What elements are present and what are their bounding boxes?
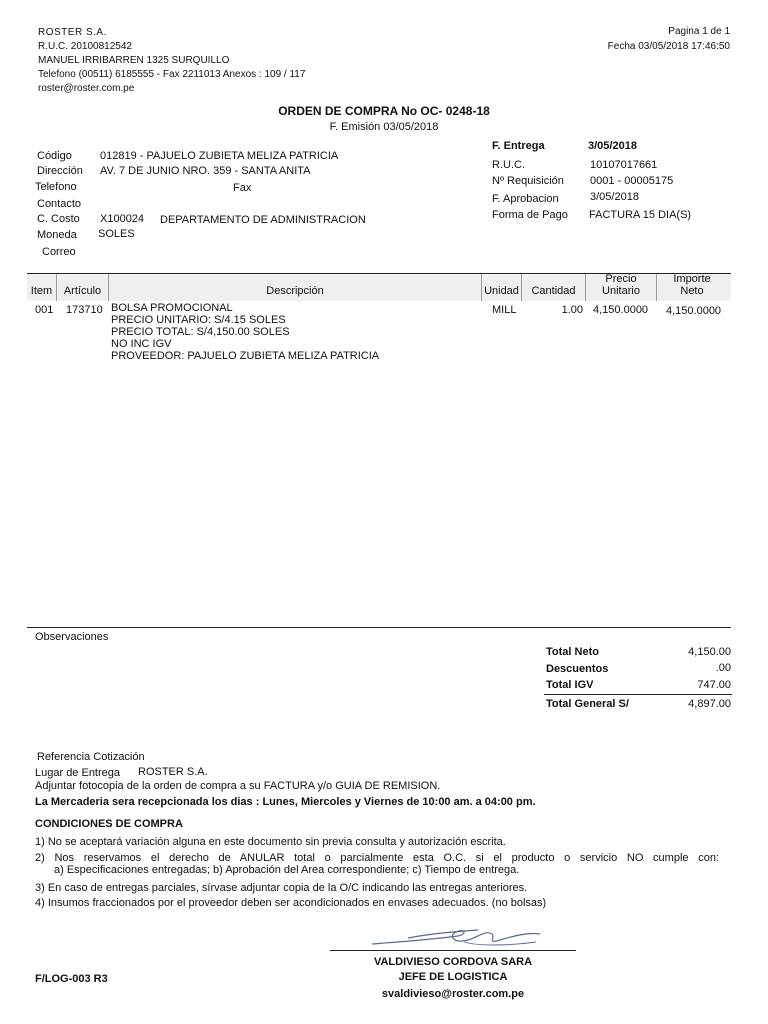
desc-line: BOLSA PROMOCIONAL [111,302,233,314]
col-header-precio-2: Unitario [602,285,640,297]
total-general-label: Total General S/ [546,698,629,710]
company-ruc: R.U.C. 20100812542 [38,41,132,52]
codigo-value: 012819 - PAJUELO ZUBIETA MELIZA PATRICIA [100,150,339,162]
mercaderia-note: La Mercaderia sera recepcionada los dias : Lunes, Miercoles y Viernes de 10:00 am. a 04:00 pm. [35,796,536,808]
signer-name: VALDIVIESO CORDOVA SARA [373,956,533,968]
fax-label: Fax [233,182,252,194]
condiciones-title: CONDICIONES DE COMPRA [35,818,183,830]
total-neto-value: 4,150.00 [688,646,731,658]
pago-value: FACTURA 15 DIA(S) [589,209,692,221]
lugar-entrega-value: ROSTER S.A. [138,766,208,778]
aprobacion-value: 3/05/2018 [590,191,639,203]
total-general-value: 4,897.00 [688,698,731,710]
condicion-2a: 2) Nos reservamos el derecho de ANULAR total o parcialmente esta O.C. si el producto o servicio NO cumple con: [35,852,719,864]
page-number: Pagina 1 de 1 [668,26,730,37]
correo-label: Correo [42,246,76,258]
descuentos-label: Descuentos [546,663,609,675]
referencia-cotizacion: Referencia Cotización [37,751,145,763]
total-neto-label: Total Neto [546,646,599,658]
row-articulo: 173710 [66,304,103,316]
pago-label: Forma de Pago [492,209,568,221]
desc-line: PRECIO UNITARIO: S/4.15 SOLES [111,314,286,326]
moneda-label: Moneda [37,229,77,241]
signer-role: JEFE DE LOGISTICA [398,971,508,983]
entrega-label: F. Entrega [492,140,545,152]
col-header-importe-1: Importe [673,273,711,285]
company-phone: Telefono (00511) 6185555 - Fax 2211013 Anexos : 109 / 117 [38,69,306,80]
page-title: ORDEN DE COMPRA No OC- 0248-18 [278,104,490,118]
contacto-label: Contacto [37,198,82,210]
direccion-value: AV. 7 DE JUNIO NRO. 359 - SANTA ANITA [100,165,311,177]
row-importe: 4,150.0000 [666,305,722,317]
desc-line: NO INC IGV [111,338,172,350]
signature-line [330,950,576,951]
total-igv-value: 747.00 [697,679,731,691]
totals-rule [544,694,732,695]
row-description [111,302,379,362]
costo-value: DEPARTAMENTO DE ADMINISTRACION [160,214,366,226]
col-header-descripcion: Descripción [266,285,324,297]
condicion-3: 3) En caso de entregas parciales, sírvase adjuntar copia de la O/C indicando las entregas anteriores. [35,882,528,894]
ruc-value: 10107017661 [590,159,658,171]
moneda-value: SOLES [98,228,135,240]
condicion-4: 4) Insumos fraccionados por el proveedor deben ser acondicionados en envases adecuados. (no bolsas) [35,897,547,909]
col-header-precio-1: Precio [605,273,637,285]
desc-line: PRECIO TOTAL: S/4,150.00 SOLES [111,326,290,338]
row-cantidad: 1.00 [561,304,583,316]
form-code: F/LOG-003 R3 [35,973,108,985]
desc-line: PROVEEDOR: PAJUELO ZUBIETA MELIZA PATRICIA [111,350,380,362]
row-unidad: MILL [492,304,517,316]
direccion-label: Dirección [37,165,83,177]
print-date: Fecha 03/05/2018 17:46:50 [607,41,730,52]
condicion-1: 1) No se aceptará variación alguna en este documento sin previa consulta y autorización escrita. [35,836,506,848]
observaciones-label: Observaciones [35,631,109,643]
col-header-item: Item [30,285,53,297]
descuentos-value: .00 [715,662,731,674]
row-item: 001 [35,304,54,316]
costo-code: X100024 [100,213,145,225]
col-header-articulo: Artículo [63,285,102,297]
ruc-label: R.U.C. [492,159,525,171]
costo-label: C. Costo [37,213,80,225]
table-bottom-rule [27,627,731,628]
entrega-value: 3/05/2018 [588,140,637,152]
col-header-cantidad: Cantidad [531,285,576,297]
col-header-unidad: Unidad [484,285,519,297]
signature-image [368,924,544,950]
company-address: MANUEL IRRIBARREN 1325 SURQUILLO [38,55,230,66]
codigo-label: Código [37,150,72,162]
requisicion-label: Nº Requisición [492,175,564,187]
adjuntar-note: Adjuntar fotocopia de la orden de compra a su FACTURA y/o GUIA DE REMISION. [35,780,441,792]
requisicion-value: 0001 - 00005175 [590,175,674,187]
telefono-label: Telefono [35,181,77,193]
company-name: ROSTER S.A. [38,27,107,38]
emission-date: F. Emisión 03/05/2018 [329,121,439,133]
row-precio: 4,150.0000 [593,304,649,316]
lugar-entrega-label: Lugar de Entrega [35,767,121,779]
total-igv-label: Total IGV [546,679,594,691]
signer-email: svaldivieso@roster.com.pe [381,988,525,1000]
aprobacion-label: F. Aprobacion [492,193,559,205]
company-email: roster@roster.com.pe [38,83,135,94]
condicion-2b: a) Especificaciones entregadas; b) Aprobación del Area correspondiente; c) Tiempo de entrega. [54,864,520,876]
col-header-importe-2: Neto [680,285,704,297]
